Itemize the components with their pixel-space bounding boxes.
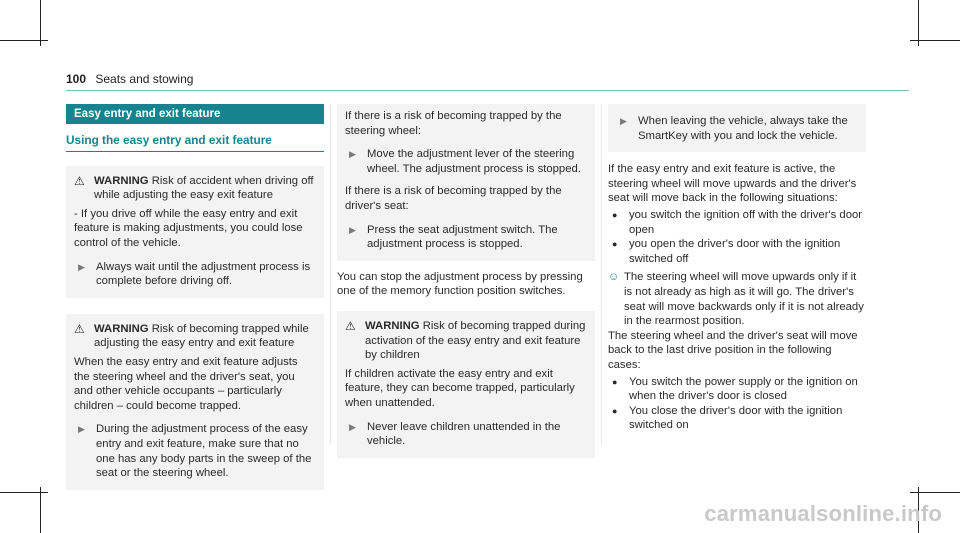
page-number: 100	[66, 72, 87, 86]
warning-title: Risk of becoming trapped while adjusting the easy entry and exit feature	[94, 322, 309, 350]
step-text: Never leave children unattended in the vehicle.	[367, 420, 561, 448]
step-arrow-icon: ▶	[349, 224, 356, 235]
column-divider	[330, 104, 331, 444]
section-title: Seats and stowing	[95, 72, 194, 86]
crop-mark	[910, 40, 960, 41]
warning-triangle-icon: ⚠	[74, 321, 85, 336]
list-item	[608, 404, 866, 433]
warning-body: If children activate the easy entry and exit feature, they can become trapped, particularly when unattended.	[345, 367, 575, 409]
crop-mark	[40, 487, 41, 533]
info-note	[608, 270, 866, 328]
bullet-icon: ●	[612, 239, 618, 250]
info-lightbulb-icon: ☺	[608, 271, 620, 284]
warning-body: When the easy entry and exit feature adjusts the steering wheel and the driver's seat, you and other vehicle occupants – particularly children – could become trapped.	[74, 355, 298, 412]
list-item	[608, 208, 866, 237]
subheading: Using the easy entry and exit feature	[66, 133, 324, 152]
instruction-step	[74, 422, 316, 480]
step-arrow-icon: ▶	[78, 261, 85, 272]
instruction-step	[345, 147, 587, 176]
bullet-icon: ●	[612, 209, 618, 220]
bullet-icon: ●	[612, 376, 618, 387]
warning-box	[66, 166, 324, 298]
warning-label: WARNING	[94, 322, 149, 335]
step-text: Always wait until the adjustment process is complete before driving off.	[96, 260, 311, 288]
instruction-step	[345, 223, 587, 252]
bullet-icon: ●	[612, 405, 618, 416]
section-bar: Easy entry and exit feature	[66, 104, 324, 124]
warning-label: WARNING	[365, 319, 420, 332]
list-item-text: you open the driver's door with the ignition switched off	[629, 238, 841, 265]
step-text: During the adjustment process of the easy entry and exit feature, make sure that no one has any body parts in the sweep of the seat or the steering wheel.	[96, 423, 312, 480]
paragraph: If the easy entry and exit feature is active, the steering wheel will move upwards and the driver's seat will move back in the following situations:	[608, 163, 857, 205]
bullet-list	[608, 375, 866, 433]
note-text: The steering wheel will move upwards only if it is not already as high as it will go. The driver's seat will move backwards only if it is not already in the rearmost position.	[624, 271, 864, 328]
list-item-text: you switch the ignition off with the driver's door open	[629, 208, 863, 236]
warning-title: Risk of becoming trapped during activation of the easy entry and exit feature by children	[365, 319, 586, 362]
list-item	[608, 237, 866, 266]
column-2	[337, 104, 595, 458]
warning-box	[66, 314, 324, 490]
paragraph: If there is a risk of becoming trapped by the driver's seat:	[345, 185, 562, 212]
crop-mark	[0, 40, 48, 41]
step-arrow-icon: ▶	[620, 116, 627, 126]
paragraph: If there is a risk of becoming trapped by the steering wheel:	[345, 110, 562, 137]
step-text: Move the adjustment lever of the steering wheel. The adjustment process is stopped.	[367, 148, 581, 175]
column-1	[66, 104, 324, 490]
warning-header	[74, 322, 316, 351]
paragraph: You can stop the adjustment process by pressing one of the memory function position switches.	[337, 270, 583, 298]
paragraph: The steering wheel and the driver's seat will move back to the last drive position in the following cases:	[608, 329, 858, 371]
step-text: Press the seat adjustment switch. The adjustment process is stopped.	[367, 223, 558, 251]
step-arrow-icon: ▶	[349, 149, 356, 160]
warning-triangle-icon: ⚠	[345, 318, 356, 333]
step-arrow-icon: ▶	[78, 424, 85, 435]
instruction-step	[74, 260, 316, 289]
column-divider	[601, 104, 602, 444]
warning-title: Risk of accident when driving off while adjusting the easy exit feature	[94, 174, 314, 202]
column-3	[608, 104, 866, 433]
bullet-list	[608, 208, 866, 266]
step-text: When leaving the vehicle, always take the SmartKey with you and lock the vehicle.	[638, 115, 848, 142]
instruction-step	[345, 420, 587, 449]
warning-header	[74, 174, 316, 203]
watermark: carmanualsonline.info	[704, 501, 942, 526]
crop-mark	[0, 492, 48, 493]
warning-label: WARNING	[94, 174, 149, 187]
instruction-step	[616, 114, 858, 143]
list-item	[608, 375, 866, 404]
warning-triangle-icon: ⚠	[74, 173, 85, 188]
crop-mark	[910, 492, 960, 493]
warning-body: - If you drive off while the easy entry and exit feature is making adjustments, you could lose control of the vehicle.	[74, 207, 303, 249]
warning-continuation-box	[608, 104, 866, 152]
page-header	[66, 72, 193, 86]
warning-header	[345, 319, 587, 363]
list-item-text: You close the driver's door with the ignition switched on	[629, 404, 843, 432]
warning-box	[337, 311, 595, 458]
warning-continuation-box	[337, 104, 595, 261]
header-rule	[66, 90, 909, 91]
step-arrow-icon: ▶	[349, 421, 356, 432]
list-item-text: You switch the power supply or the ignition on when the driver's door is closed	[629, 375, 858, 403]
